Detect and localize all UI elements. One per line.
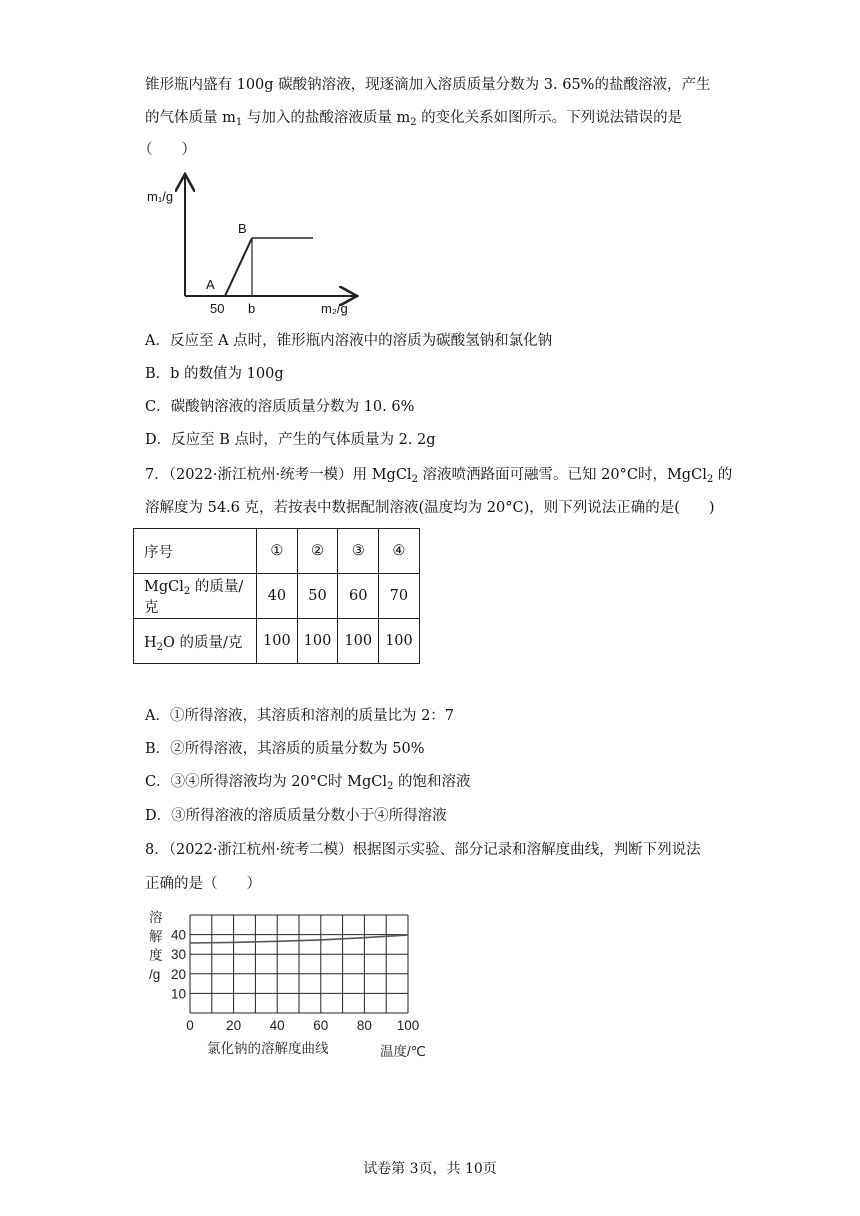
q7-option-b[interactable]: B．②所得溶液，其溶质的质量分数为 50% (145, 741, 425, 757)
y-label-char-1: 溶 (149, 910, 163, 925)
table-cell: 40 (257, 574, 298, 619)
q7-stem-text: 7．（2022·浙江杭州·统考一模）用 MgCl (145, 467, 412, 483)
q7-stem-text: 溶液喷洒路面可融雪。已知 20°C时，MgCl (417, 467, 707, 483)
y-tick-label: 40 (171, 927, 187, 943)
table-row (134, 574, 420, 619)
table-row-label (134, 619, 257, 664)
x-tick-label: 100 (396, 1018, 420, 1033)
q6-stem-text: 与加入的盐酸溶液质量 m (242, 110, 411, 126)
label-text: O 的质量/克 (163, 634, 243, 651)
q7-option-c[interactable] (145, 772, 470, 792)
q8-stem-line1: 8．（2022·浙江杭州·统考二模）根据图示实验、部分记录和溶解度曲线，判断下列说法 (145, 842, 701, 858)
q6-subscript: 1 (235, 117, 243, 128)
option-text: 的饱和溶液 (393, 774, 471, 790)
option-subscript: 2 (386, 781, 394, 792)
option-text: C．③④所得溶液均为 20°C时 MgCl (145, 774, 387, 790)
label-text: 的质量/克 (144, 579, 244, 616)
table-cell: 100 (257, 619, 298, 664)
table-header-cell: 序号 (134, 529, 257, 574)
label-text: H (144, 634, 157, 651)
x-axis-label: 温度/℃ (380, 1044, 426, 1059)
page-footer: 试卷第 3页，共 10页 (363, 1161, 497, 1177)
table-header-cell: ④ (379, 529, 420, 574)
table-cell: 70 (379, 574, 420, 619)
q6-option-a[interactable]: A．反应至 A 点时，锥形瓶内溶液中的溶质为碳酸氢钠和氯化钠 (145, 333, 553, 349)
table-row-label (134, 574, 257, 619)
y-tick-label: 30 (171, 947, 187, 963)
point-b-label: B (238, 221, 247, 236)
x-tick-label: 60 (313, 1018, 329, 1033)
q7-stem-text: 的 (713, 467, 733, 483)
x-axis-label: m₂/g (321, 301, 348, 316)
y-label-char-3: 度 (149, 948, 163, 963)
q6-stem-line1: 锥形瓶内盛有 100g 碳酸钠溶液，现逐滴加入溶质质量分数为 3. 65%的盐酸溶液，产生 (145, 77, 711, 93)
q7-subscript: 2 (706, 474, 714, 485)
q7-stem-line2: 溶解度为 54.6 克，若按表中数据配制溶液(温度均为 20°C)，则下列说法正确的是( ) (145, 500, 715, 516)
x-tick-label: 40 (269, 1018, 285, 1033)
table-header-cell: ② (297, 529, 338, 574)
chart-grid (190, 915, 408, 1013)
y-label-char-4: /g (149, 967, 161, 982)
q6-answer-bracket: （ ） (138, 142, 196, 158)
q6-option-c[interactable]: C．碳酸钠溶液的溶质质量分数为 10. 6% (145, 399, 415, 415)
rising-segment (225, 238, 252, 296)
y-tick-labels (171, 928, 186, 1002)
table-cell: 50 (297, 574, 338, 619)
q7-subscript: 2 (411, 474, 418, 485)
point-a-label: A (206, 277, 215, 292)
table-cell: 100 (338, 619, 379, 664)
table-header-cell: ① (257, 529, 298, 574)
q6-option-b[interactable]: B．b 的数值为 100g (145, 366, 284, 382)
gas-mass-graph (145, 170, 375, 322)
table-cell: 100 (297, 619, 338, 664)
y-label-char-2: 解 (149, 929, 163, 944)
chart-caption: 氯化钠的溶解度曲线 (207, 1041, 329, 1056)
mgcl2-table (133, 528, 420, 664)
q6-stem-text: 的变化关系如图所示。下列说法错误的是 (416, 110, 683, 126)
label-subscript: 2 (183, 586, 191, 597)
table-cell: 100 (379, 619, 420, 664)
tick-b-label: b (248, 301, 256, 316)
table-cell: 60 (338, 574, 379, 619)
q6-subscript: 2 (410, 117, 417, 128)
table-row (134, 619, 420, 664)
y-tick-label: 20 (171, 966, 187, 982)
x-tick-label: 0 (186, 1018, 194, 1033)
q7-option-d[interactable]: D．③所得溶液的溶质质量分数小于④所得溶液 (145, 808, 447, 824)
table-row (134, 529, 420, 574)
x-tick-labels (186, 1018, 419, 1033)
q7-stem-line1 (145, 465, 732, 485)
q6-stem-text: 的气体质量 m (145, 110, 236, 126)
x-tick-label: 20 (226, 1018, 242, 1033)
y-tick-label: 10 (171, 986, 187, 1002)
x-tick-label: 80 (356, 1018, 372, 1033)
q6-option-d[interactable]: D．反应至 B 点时，产生的气体质量为 2. 2g (145, 432, 436, 448)
q6-stem-line2 (145, 108, 682, 128)
tick-50-label: 50 (210, 301, 225, 316)
q7-option-a[interactable]: A．①所得溶液，其溶质和溶剂的质量比为 2：7 (145, 708, 455, 724)
y-axis-label: m₁/g (147, 189, 174, 204)
label-text: MgCl (144, 579, 184, 595)
solubility-chart (145, 903, 445, 1063)
q8-stem-line2: 正确的是（ ） (145, 876, 261, 892)
table-header-cell: ③ (338, 529, 379, 574)
label-subscript: 2 (156, 641, 164, 653)
